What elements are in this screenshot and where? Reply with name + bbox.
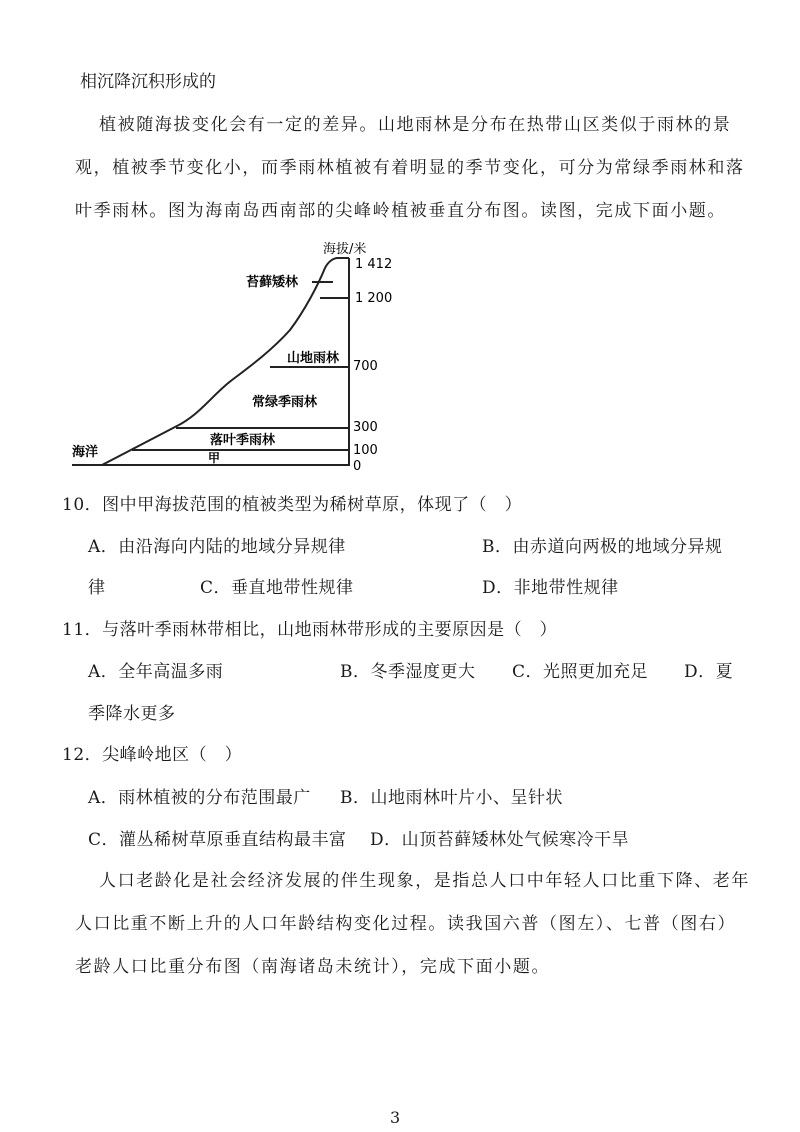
zone-jia: 甲	[208, 451, 221, 465]
tick-label-1412: 1 412	[355, 257, 393, 272]
zone-deciduous-monsoon: 落叶季雨林	[210, 433, 276, 448]
zone-mountain-rainforest: 山地雨林	[287, 351, 340, 366]
q10-option-d: D．非地带性规律	[482, 578, 619, 598]
tick-label-1200: 1 200	[355, 291, 393, 306]
page-number: 3	[390, 1108, 401, 1127]
tick-label-0: 0	[353, 459, 362, 474]
tick-label-700: 700	[353, 359, 378, 374]
ocean-label: 海洋	[72, 445, 99, 460]
passage-aging-text: 人口老龄化是社会经济发展的伴生现象，是指总人口中年轻人口比重下降、老年人口比重不断上升的人口年龄结构变化过程。读我国六普（图左）、七普（图右）老龄人口比重分布图（南海诸岛未统计），完成下面小题。	[75, 871, 750, 977]
q12-option-a: A．雨林植被的分布范围最广	[88, 788, 311, 808]
q12-option-c: C．灌丛稀树草原垂直结构最丰富	[88, 830, 347, 850]
q10-option-a: A．由沿海向内陆的地域分异规律	[88, 537, 346, 557]
q11-option-d: D．夏	[684, 662, 734, 682]
intro-fragment: 相沉降沉积形成的	[80, 72, 216, 92]
q10-stem: 10．图中甲海拔范围的植被类型为稀树草原，体现了（ ）	[62, 495, 523, 515]
passage-vegetation-text: 植被随海拔变化会有一定的差异。山地雨林是分布在热带山区类似于雨林的景观，植被季节变化小，而季雨林植被有着明显的季节变化，可分为常绿季雨林和落叶季雨林。图为海南岛西南部的尖峰岭植被垂直分布图。读图，完成下面小题。	[75, 115, 745, 221]
axis-title: 海拔/米	[323, 242, 367, 257]
q10-option-c: C．垂直地带性规律	[200, 578, 354, 598]
q11-stem: 11．与落叶季雨林带相比，山地雨林带形成的主要原因是（ ）	[62, 620, 558, 640]
zone-moss-forest: 苔藓矮林	[246, 275, 299, 290]
q11-option-b: B．冬季湿度更大	[340, 662, 476, 682]
q12-option-b: B．山地雨林叶片小、呈针状	[340, 788, 563, 808]
q10-option-b-cont: 律	[88, 578, 106, 598]
zone-evergreen-monsoon: 常绿季雨林	[252, 395, 318, 410]
q11-option-c: C．光照更加充足	[512, 662, 649, 682]
passage-aging	[75, 860, 750, 989]
q12-option-d: D．山顶苔藓矮林处气候寒冷干旱	[370, 830, 630, 850]
mountain-profile	[102, 258, 349, 465]
passage-vegetation	[75, 104, 750, 233]
q12-stem: 12．尖峰岭地区（ ）	[62, 745, 243, 765]
tick-label-100: 100	[353, 443, 378, 458]
q10-option-b: B．由赤道向两极的地域分异规	[482, 537, 723, 557]
q11-option-a: A．全年高温多雨	[88, 662, 224, 682]
q11-option-d-cont: 季降水更多	[88, 704, 176, 724]
tick-label-300: 300	[353, 420, 378, 435]
